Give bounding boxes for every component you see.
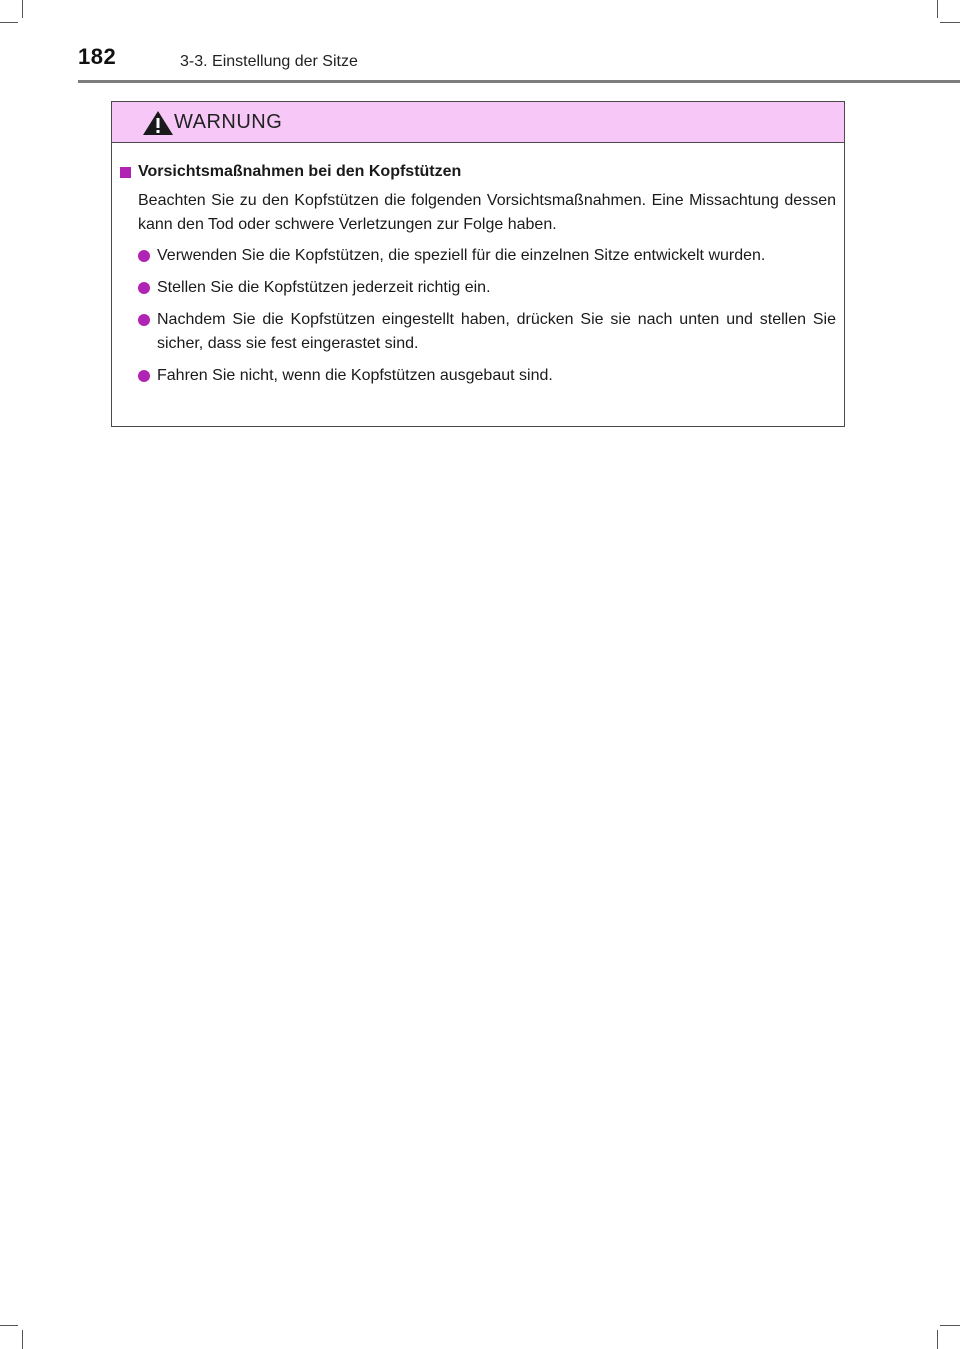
list-item	[138, 244, 836, 268]
crop-mark	[0, 1325, 18, 1326]
list-item-text: Verwenden Sie die Kopfstützen, die speziell für die einzelnen Sitze entwickelt wurden.	[157, 247, 766, 264]
list-item-text: Fahren Sie nicht, wenn die Kopfstützen ausgebaut sind.	[157, 367, 553, 384]
header-rule	[78, 80, 960, 83]
warning-body	[112, 143, 844, 388]
square-bullet-icon	[120, 167, 131, 178]
warning-intro: Beachten Sie zu den Kopfstützen die folgenden Vorsichtsmaßnahmen. Eine Missachtung dessen kann den Tod oder schwere Verletzungen zur Folge haben.	[138, 192, 836, 233]
list-item	[138, 276, 836, 300]
crop-mark	[22, 1330, 23, 1349]
list-item	[138, 364, 836, 388]
warning-title: WARNUNG	[174, 111, 283, 133]
page-header	[0, 0, 960, 86]
section-title: 3-3. Einstellung der Sitze	[180, 53, 358, 70]
page-number: 182	[78, 44, 117, 69]
crop-mark	[940, 1325, 960, 1326]
bullet-dot-icon	[138, 282, 150, 294]
crop-mark	[937, 1330, 938, 1349]
warning-header	[112, 102, 844, 143]
bullet-dot-icon	[138, 370, 150, 382]
bullet-dot-icon	[138, 314, 150, 326]
list-item-text: Stellen Sie die Kopfstützen jederzeit richtig ein.	[157, 279, 491, 296]
subheading-text: Vorsichtsmaßnahmen bei den Kopfstützen	[138, 163, 462, 180]
warning-subheading	[120, 160, 836, 184]
warning-box	[111, 101, 845, 427]
list-item	[138, 308, 836, 356]
list-item-text: Nachdem Sie die Kopfstützen eingestellt haben, drücken Sie sie nach unten und stellen Sie sicher, dass sie fest eingerastet sind.	[157, 311, 836, 352]
bullet-dot-icon	[138, 250, 150, 262]
warning-triangle-icon	[142, 110, 174, 136]
